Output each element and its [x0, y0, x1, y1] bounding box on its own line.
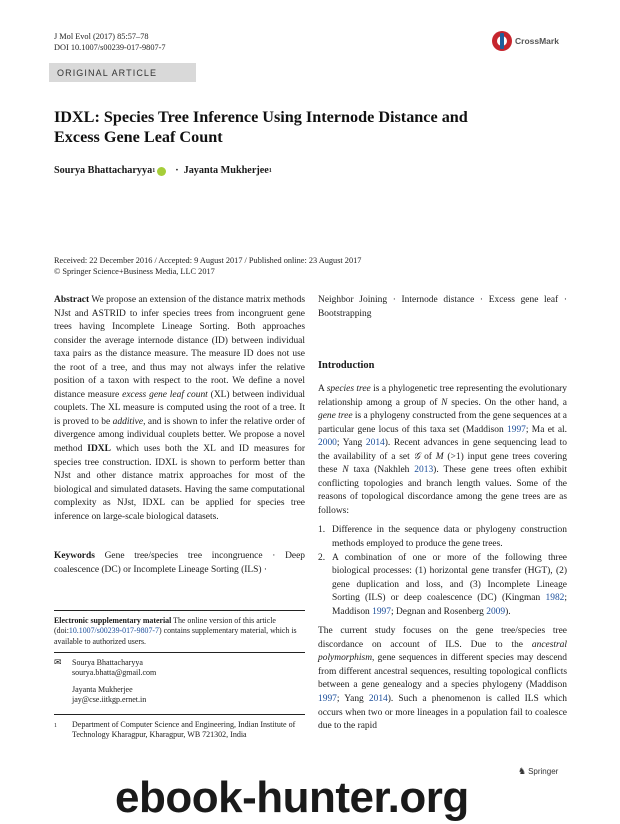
introduction-body [318, 383, 567, 734]
intro-text: is a phylogeny constructed from the gene sequences at a particular gene locus of this taxa set (Maddison [318, 411, 567, 435]
intro-text: The current study focuses on the gene tree/species tree discordance on account of ILS. Due to the [318, 626, 567, 650]
springer-label: Springer [528, 767, 559, 776]
received-accepted-published: Received: 22 December 2016 / Accepted: 9 August 2017 / Published online: 23 August 2017 [54, 256, 362, 265]
abstract-text: excess gene leaf count [122, 389, 208, 400]
author-separator: · [175, 165, 179, 176]
article-type-banner: ORIGINAL ARTICLE [49, 63, 196, 82]
springer-horse-icon: ♞ [518, 766, 527, 776]
citation-link[interactable]: 2014 [365, 438, 385, 449]
citation-link[interactable]: 2009 [486, 606, 506, 617]
intro-text: species tree [326, 384, 371, 394]
abstract-text: , and is shown to infer the relative order of divergence among individual couplets better. We propose a novel method [54, 416, 306, 455]
introduction-paragraph [318, 383, 567, 518]
list-item [318, 524, 567, 551]
intro-text: 𝒢 [413, 451, 421, 462]
intro-text: ancestral polymorphism [318, 639, 567, 664]
citation-link[interactable]: 2000 [318, 438, 337, 449]
author-name[interactable]: Jayanta Mukherjee [183, 165, 269, 176]
keywords-continued: Neighbor Joining · Internode distance · Excess gene leaf · Bootstrapping [318, 295, 567, 319]
crossmark-label: CrossMark [515, 36, 559, 46]
abstract-text: We propose an extension of the distance matrix methods NJst and ASTRID to infer species trees from incongruent gene trees having Incomplete Lineage Sorting. Both approaches consider the average internode distance (ID) between individual taxa pairs as the distance measure. The measure ID does not use the root of a tree, and thus may not always infer the relative position of a taxon with respect to the root. We define a novel distance measure [54, 295, 305, 400]
copyright-line: © Springer Science+Business Media, LLC 2017 [54, 267, 215, 276]
affiliation-block [54, 714, 305, 741]
abstract-text: which uses both the XL and ID measures for species tree construction. IDXL is shown to perform better than NJst and other distance matrix approaches for most of the biological and simulated datasets. Having the same computational complexity as NJst, IDXL can be applied for species tree inference on large-scale biological datasets. [54, 444, 305, 522]
supplementary-pre: The online version of this article (doi: [54, 616, 276, 636]
intro-text: (>1) input gene trees covering these [318, 451, 567, 476]
author-affiliation-mark: 1 [152, 167, 156, 174]
affiliation-text: Department of Computer Science and Engineering, Indian Institute of Technology Kharagpur, Kharagpur, WB 721302, India [72, 720, 296, 740]
author-affiliation-mark: 1 [268, 167, 272, 174]
list-item [318, 552, 567, 620]
intro-text: species. On the other hand, a [447, 397, 567, 408]
keywords-text: Gene tree/species tree incongruence · Deep coalescence (DC) or Incomplete Lineage Sorting (ILS) · [54, 551, 305, 575]
supplementary-post: ) contains supplementary material, which is available to authorized users. [54, 626, 297, 646]
doi: DOI 10.1007/s00239-017-9807-7 [54, 43, 166, 52]
orcid-icon[interactable] [157, 167, 166, 176]
intro-text: N [441, 397, 448, 408]
affiliation-number: 1 [54, 723, 57, 729]
crossmark-icon [492, 31, 512, 51]
intro-text: of [420, 451, 436, 462]
list-text: ; Degnan and Rosenberg [390, 606, 487, 617]
supplementary-material-note [54, 610, 305, 647]
author-list [54, 165, 272, 176]
corresponding-author-email[interactable]: sourya.bhatta@gmail.com [72, 668, 157, 678]
list-item-number: 1. [318, 525, 326, 536]
intro-text: ). Recent advances in gene sequencing lead to the availability of a set [318, 438, 567, 462]
citation-link[interactable]: 1997 [318, 694, 337, 705]
supplementary-doi-link[interactable]: 10.1007/s00239-017-9807-7 [68, 626, 159, 636]
intro-text: M [435, 451, 444, 462]
intro-text: ). These gene trees often exhibit conflicting topologies and branch length values. Some of the reasons of topological discordance among the gene trees are as follows: [318, 465, 567, 516]
citation-link[interactable]: 1982 [545, 593, 565, 604]
introduction-heading: Introduction [318, 360, 375, 371]
corresponding-author-name: Sourya Bhattacharyya [72, 658, 143, 667]
introduction-paragraph [318, 625, 567, 733]
crossmark-badge[interactable] [492, 30, 588, 52]
list-text: A combination of one or more of the following three biological processes: (1) horizontal gene transfer (HGT), (2) gene duplication and loss, and (3) Incomplete Lineage Sorting (ILS) or deep coalescence (DC) (Kingman [332, 552, 567, 604]
keywords-label: Keywords [54, 551, 95, 561]
intro-text: N [342, 465, 349, 476]
abstract-label: Abstract [54, 295, 90, 305]
citation-link[interactable]: 1997 [507, 424, 526, 435]
intro-text: ). Such a phenomenon is called ILS which occurs when two or more lineages in a population fail to coalesce due to the rapid [318, 694, 567, 732]
correspondence-block [54, 652, 305, 706]
intro-text: ; Ma et al. [525, 424, 568, 435]
coauthor-name: Jayanta Mukherjee [72, 684, 133, 694]
author-name[interactable]: Sourya Bhattacharyya [54, 165, 153, 176]
supplementary-label: Electronic supplementary material [54, 616, 172, 625]
watermark: ebook-hunter.org [115, 773, 469, 822]
list-text: Difference in the sequence data or phylogeny construction methods employed to produce the gene trees. [332, 525, 567, 550]
article-title: IDXL: Species Tree Inference Using Internode Distance and Excess Gene Leaf Count [54, 108, 468, 146]
intro-text: A [318, 384, 327, 394]
intro-text: ; Yang [336, 694, 369, 705]
abstract [54, 294, 305, 524]
reasons-list [318, 524, 567, 619]
intro-text: taxa (Nakhleh [348, 465, 415, 476]
publication-dates [54, 255, 554, 277]
envelope-icon: ✉ [54, 658, 62, 668]
list-text: ). [505, 606, 511, 617]
list-text: ; Maddison [332, 593, 567, 617]
keywords [54, 550, 305, 577]
coauthor-email[interactable]: jay@cse.iitkgp.ernet.in [72, 695, 147, 705]
journal-citation: J Mol Evol (2017) 85:57–78 [54, 32, 149, 41]
list-item-number: 2. [318, 552, 326, 563]
citation-link[interactable]: 1997 [372, 606, 391, 617]
list-item-text [332, 552, 567, 620]
intro-text: is a phylogenetic tree representing the evolutionary relationship among a group of [318, 384, 568, 408]
abstract-text: (XL) between individual couplets. The XL measure is computed using the root of a tree. It is proved to be [54, 389, 305, 427]
list-item-text [332, 524, 567, 551]
citation-link[interactable]: 2014 [368, 694, 388, 705]
abstract-text: IDXL [87, 444, 111, 455]
intro-text: , gene sequences in different species may descend from different ancestral sequences, resulting topological conflicts between a gene genealogy and a species phylogeny (Maddison [318, 653, 567, 691]
intro-text: ; Yang [336, 438, 366, 449]
intro-text: gene tree [318, 411, 353, 422]
abstract-text: additive [112, 416, 144, 427]
citation-link[interactable]: 2013 [414, 465, 434, 476]
